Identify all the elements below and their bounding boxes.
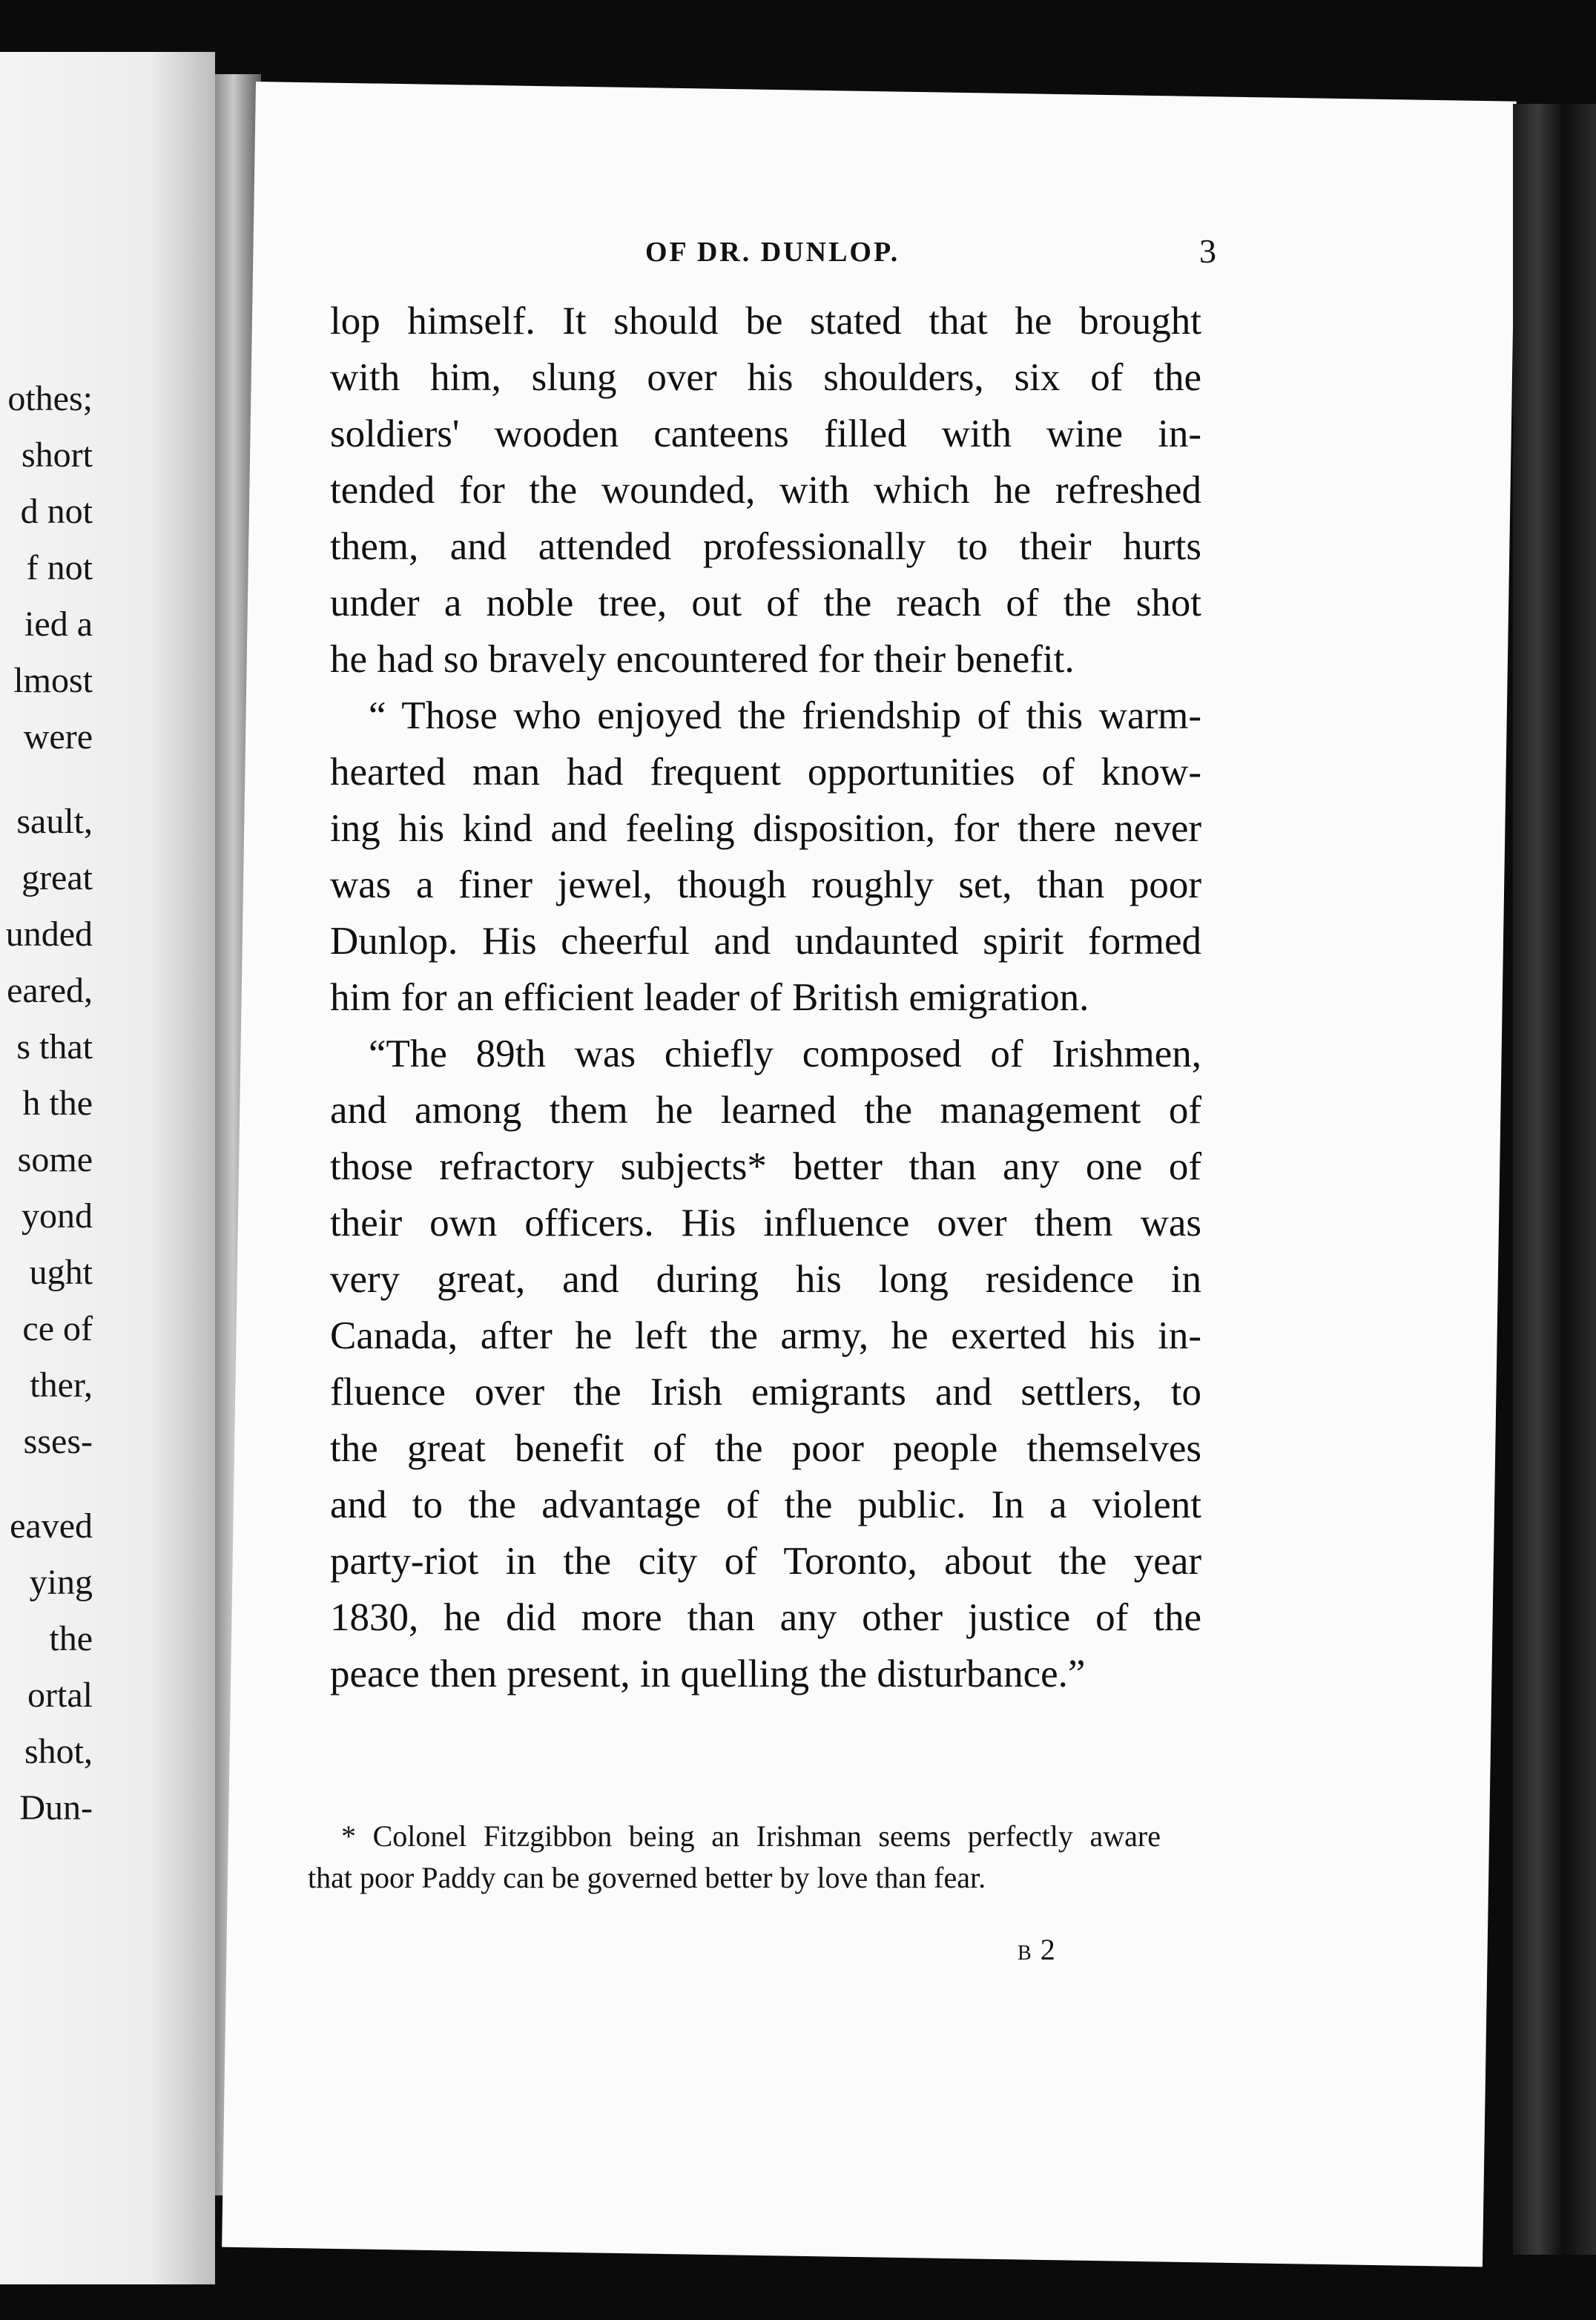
previous-page (0, 52, 215, 2284)
previous-page-line: ught (29, 1253, 93, 1292)
previous-page-line: shot, (24, 1732, 93, 1771)
previous-page-line: Dun- (19, 1788, 93, 1828)
text-line: the great benefit of the poor people themselves (330, 1427, 1201, 1470)
text-line: ing his kind and feeling disposition, for there never (330, 807, 1201, 850)
text-line: lop himself. It should be stated that he brought (330, 300, 1201, 343)
text-line: and to the advantage of the public. In a violent (330, 1483, 1201, 1526)
previous-page-line: lmost (13, 661, 93, 700)
text-line: tended for the wounded, with which he refreshed (330, 469, 1201, 512)
previous-page-line: the (49, 1619, 93, 1658)
signature-letter: B (1018, 1942, 1033, 1965)
previous-page-line: s that (16, 1027, 93, 1067)
previous-page-line: ce of (22, 1309, 93, 1348)
footnote-line: * Colonel Fitzgibbon being an Irishman seems perfectly aware (341, 1819, 1161, 1853)
text-line: their own officers. His influence over them was (330, 1202, 1201, 1245)
page-edges (1513, 104, 1596, 2255)
text-line: “The 89th was chiefly composed of Irishmen, (369, 1032, 1201, 1075)
text-line: was a finer jewel, though roughly set, than poor (330, 863, 1201, 906)
text-line: and among them he learned the management of (330, 1089, 1201, 1132)
text-line: Dunlop. His cheerful and undaunted spirit formed (330, 920, 1201, 963)
previous-page-line: yond (22, 1196, 93, 1236)
text-line: hearted man had frequent opportunities of know- (330, 751, 1201, 794)
previous-page-line: d not (20, 492, 93, 531)
previous-page-line: short (22, 435, 93, 475)
body-text (330, 293, 1201, 1702)
signature-number: 2 (1040, 1933, 1055, 1966)
text-line: Canada, after he left the army, he exerted his in- (330, 1314, 1201, 1357)
text-line: peace then present, in quelling the disturbance.” (330, 1652, 1086, 1695)
text-line: with him, slung over his shoulders, six of the (330, 356, 1201, 399)
page-number: 3 (1199, 232, 1216, 270)
previous-page-line: ther, (30, 1365, 93, 1405)
text-line: very great, and during his long residence in (330, 1258, 1201, 1301)
text-line: them, and attended professionally to their hurts (330, 525, 1201, 568)
previous-page-line: eared, (7, 971, 93, 1010)
previous-page-line: h the (22, 1084, 93, 1123)
previous-page-line: great (22, 858, 93, 897)
text-line: soldiers' wooden canteens filled with wine in- (330, 412, 1201, 455)
previous-page-line: othes; (7, 379, 93, 418)
previous-page-line: ying (29, 1563, 93, 1602)
previous-page-line: sses- (23, 1422, 93, 1461)
previous-page-line: ied a (24, 604, 93, 644)
text-line: “ Those who enjoyed the friendship of this warm- (369, 694, 1201, 737)
text-line: fluence over the Irish emigrants and settlers, to (330, 1371, 1201, 1414)
previous-page-line: f not (26, 548, 93, 587)
previous-page-line: ortal (27, 1675, 93, 1715)
text-line: he had so bravely encountered for their benefit. (330, 638, 1075, 681)
page-header (371, 232, 1216, 280)
previous-page-line: some (17, 1140, 93, 1179)
text-line: 1830, he did more than any other justice of the (330, 1596, 1201, 1639)
previous-page-line: unded (5, 915, 93, 954)
running-title: OF DR. DUNLOP. (645, 237, 900, 268)
footnote (308, 1816, 1161, 1899)
footnote-line: that poor Paddy can be governed better by love than fear. (308, 1861, 986, 1894)
text-line: those refractory subjects* better than any one of (330, 1145, 1201, 1188)
previous-page-line: were (23, 717, 93, 757)
previous-page-line: eaved (10, 1506, 93, 1546)
text-line: him for an efficient leader of British emigration. (330, 976, 1089, 1019)
text-line: under a noble tree, out of the reach of the shot (330, 581, 1201, 625)
signature-mark (1018, 1932, 1055, 1967)
previous-page-line: sault, (16, 802, 93, 841)
text-line: party-riot in the city of Toronto, about the year (330, 1540, 1201, 1583)
